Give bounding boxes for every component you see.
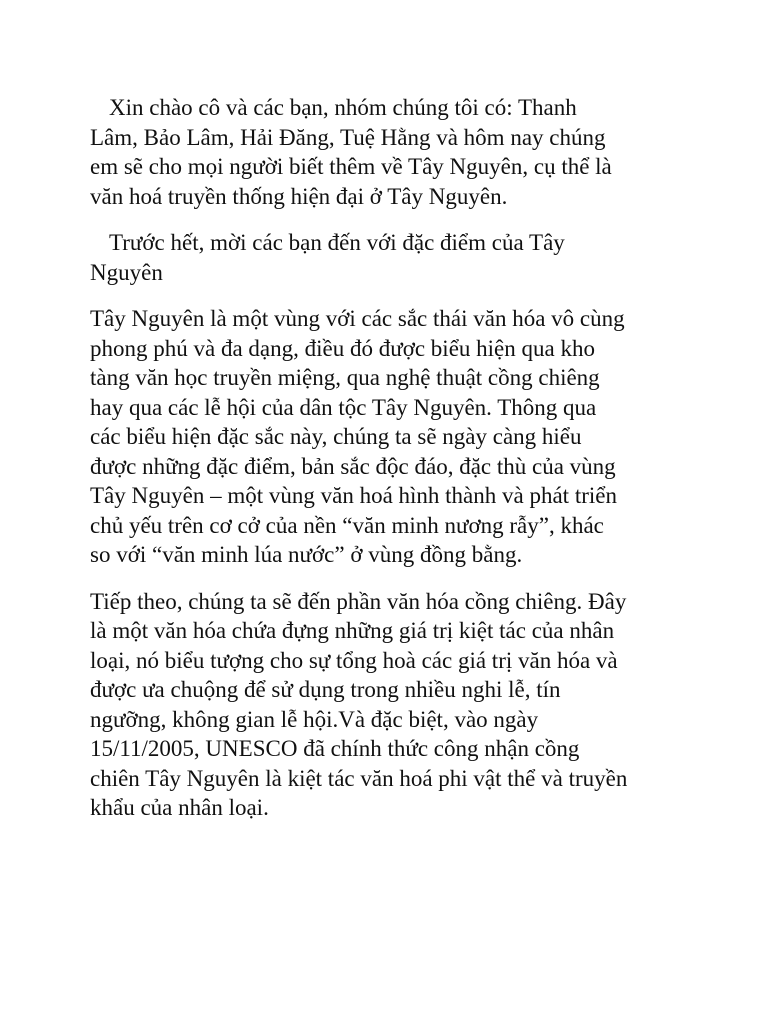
text-line: tàng văn học truyền miệng, qua nghệ thuật cồng chiêng	[90, 365, 600, 390]
text-line: hay qua các lễ hội của dân tộc Tây Nguyên. Thông qua	[90, 394, 597, 420]
text-line: được những đặc điểm, bản sắc độc đáo, đặc thù của vùng	[90, 453, 616, 479]
text-line: em sẽ cho mọi người biết thêm về Tây Nguyên, cụ thể là	[90, 154, 612, 179]
text-line: 15/11/2005, UNESCO đã chính thức công nhận cồng	[90, 736, 580, 761]
text-line: chủ yếu trên cơ cở của nền “văn minh nương rẫy”, khác	[90, 512, 604, 538]
text-line: Xin chào cô và các bạn, nhóm chúng tôi có: Thanh	[109, 95, 577, 120]
text-line: loại, nó biểu tượng cho sự tổng hoà các giá trị văn hóa và	[90, 647, 618, 673]
document-body	[90, 93, 700, 823]
text-line: được ưa chuộng để sử dụng trong nhiều nghi lễ, tín	[90, 677, 561, 702]
text-line: phong phú và đa dạng, điều đó được biểu hiện qua kho	[90, 335, 595, 361]
text-line: chiên Tây Nguyên là kiệt tác văn hoá phi vật thể và truyền	[90, 765, 628, 791]
paragraph-introduction	[90, 228, 700, 287]
text-line: Tây Nguyên là một vùng với các sắc thái văn hóa vô cùng	[90, 306, 625, 331]
text-line: Tây Nguyên – một vùng văn hoá hình thành và phát triển	[90, 483, 617, 508]
text-line: so với “văn minh lúa nước” ở vùng đồng bằng.	[90, 542, 523, 567]
paragraph-greeting	[90, 93, 700, 211]
text-line: văn hoá truyền thống hiện đại ở Tây Nguyên.	[90, 183, 508, 209]
text-line: Tiếp theo, chúng ta sẽ đến phần văn hóa cồng chiêng. Đây	[90, 588, 627, 614]
text-line: khẩu của nhân loại.	[90, 795, 269, 820]
text-line: ngưỡng, không gian lễ hội.Và đặc biệt, vào ngày	[90, 706, 539, 732]
text-line: các biểu hiện đặc sắc này, chúng ta sẽ ngày càng hiểu	[90, 424, 582, 449]
text-line: Trước hết, mời các bạn đến với đặc điểm của Tây	[109, 230, 565, 255]
paragraph-gong-culture	[90, 587, 700, 823]
text-line: Nguyên	[90, 259, 163, 285]
text-line: Lâm, Bảo Lâm, Hải Đăng, Tuệ Hằng và hôm nay chúng	[90, 124, 606, 150]
text-line: là một văn hóa chứa đựng những giá trị kiệt tác của nhân	[90, 618, 615, 643]
paragraph-culture	[90, 304, 700, 570]
